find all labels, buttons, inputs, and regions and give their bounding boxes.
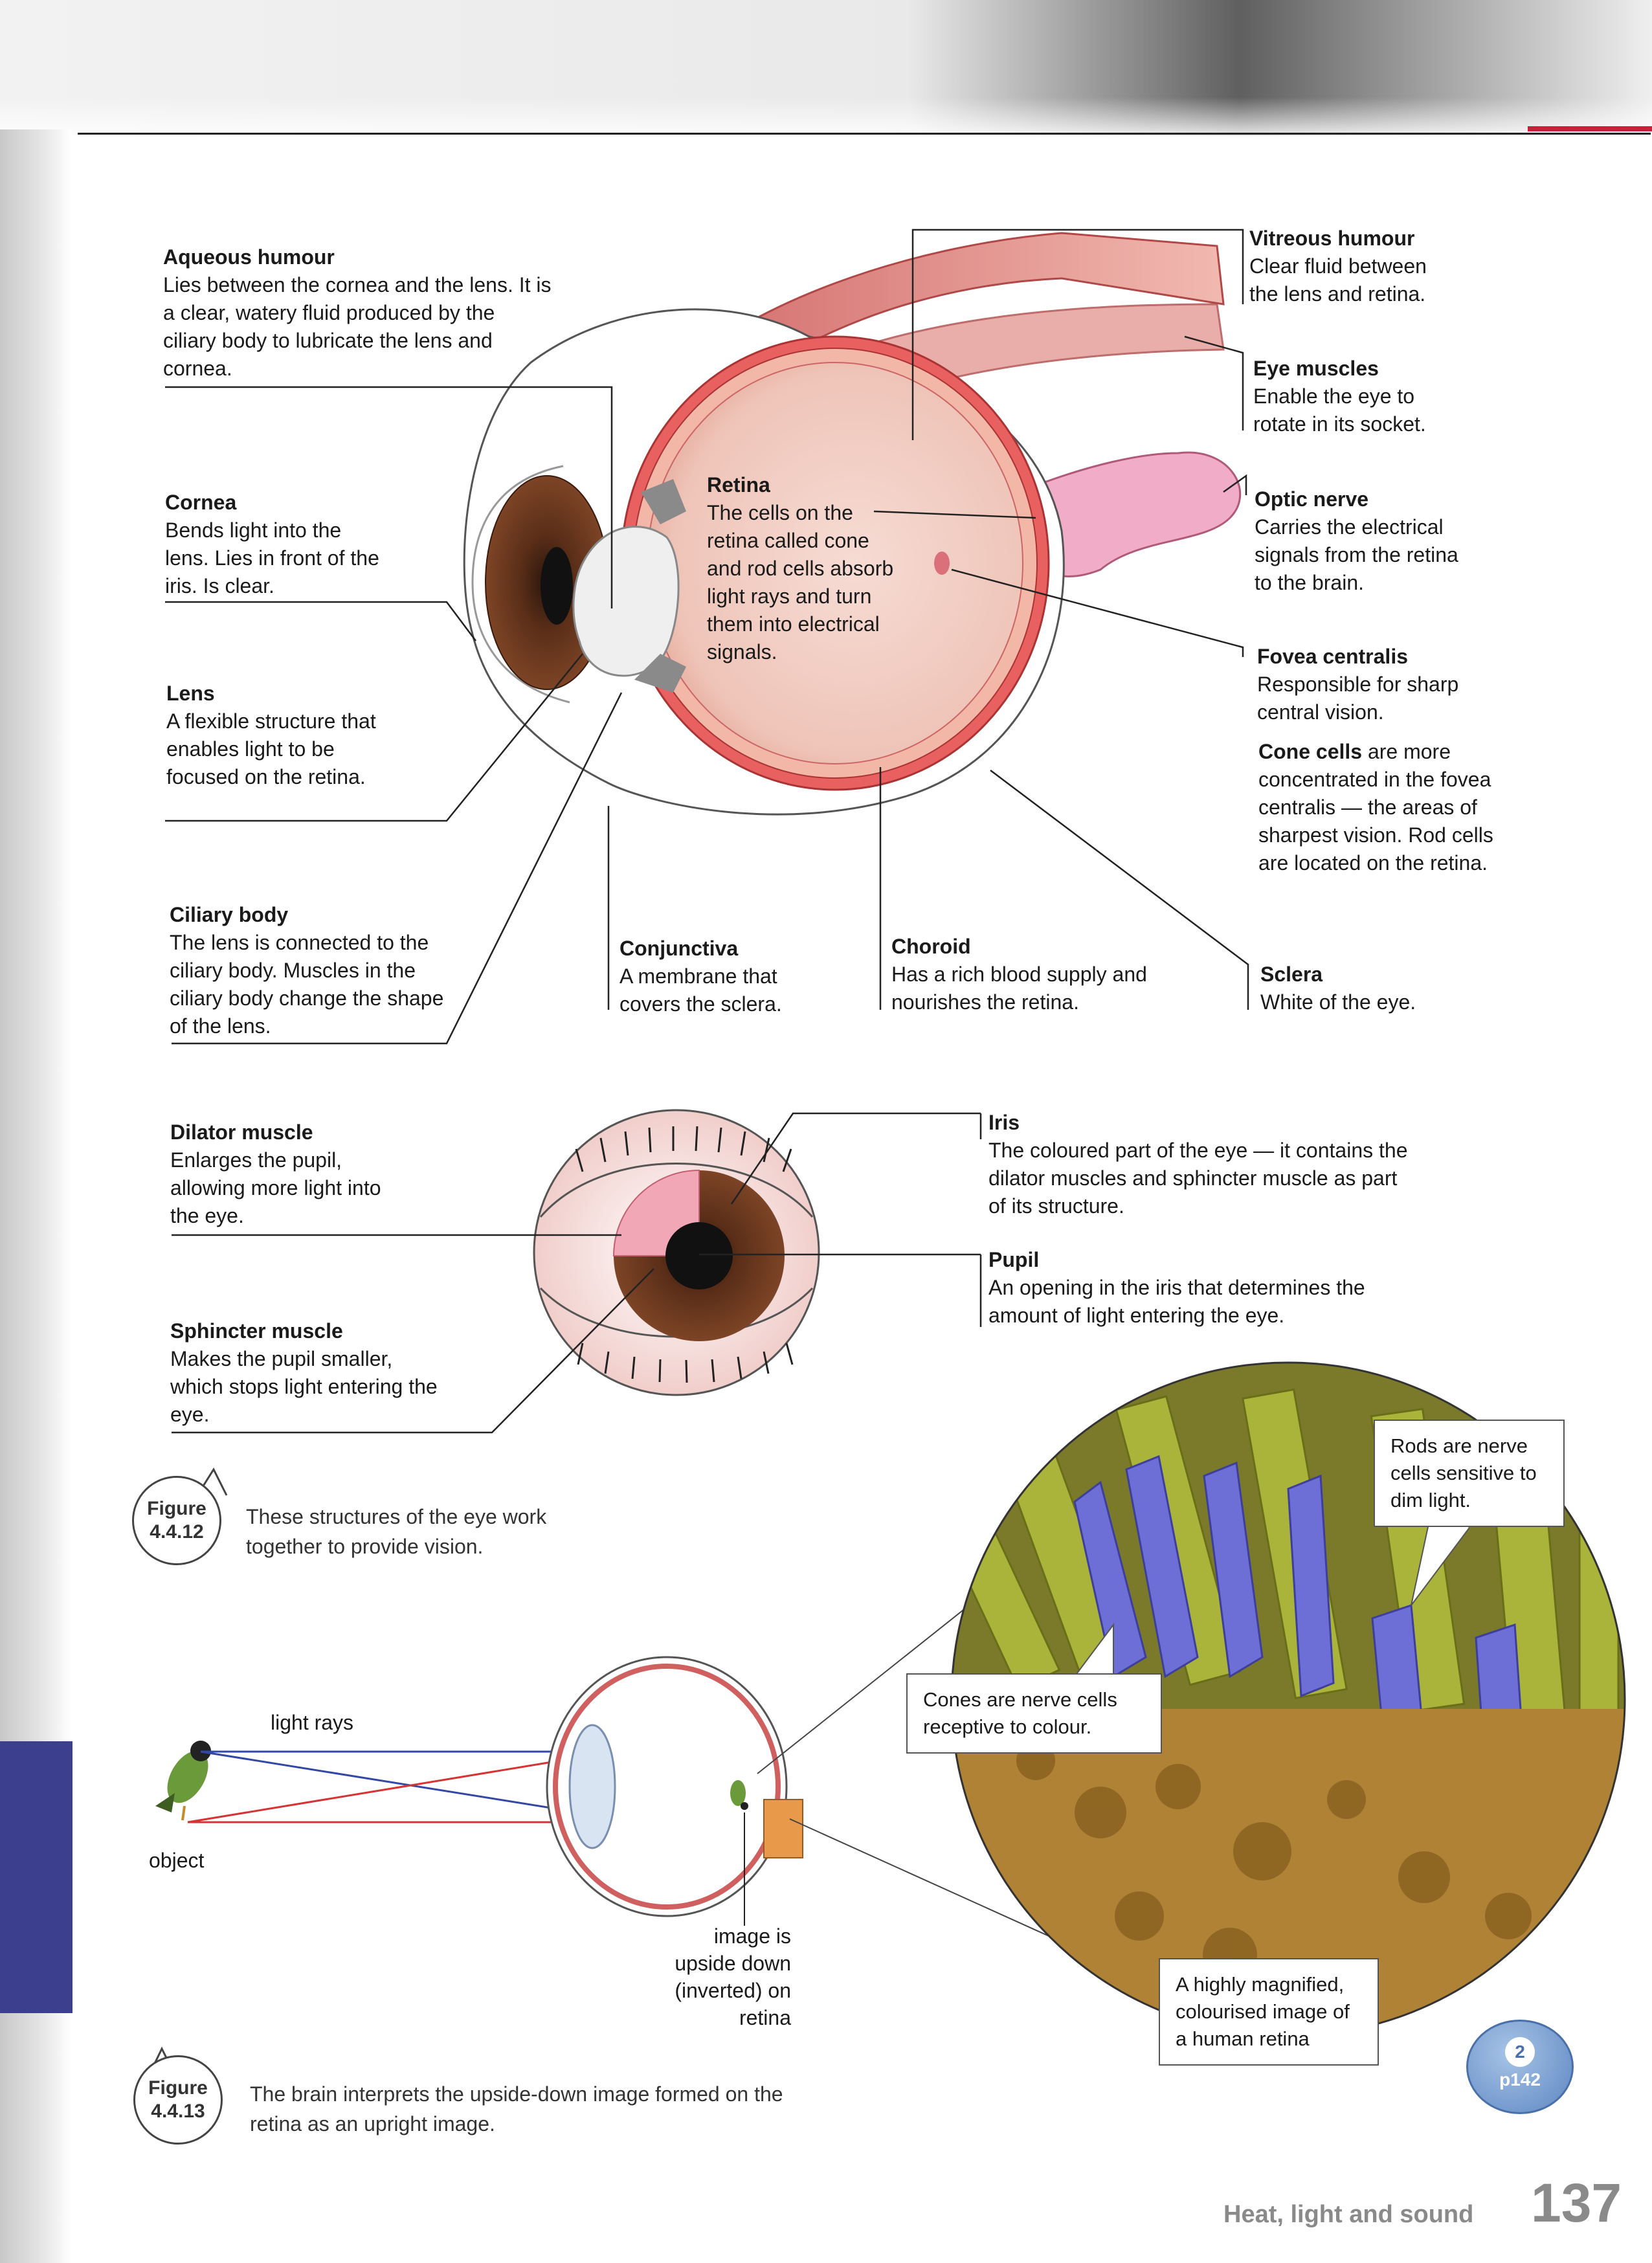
- label-vitreous-humour: [1249, 225, 1457, 308]
- cone-cells-title: Cone cells: [1258, 740, 1363, 763]
- optic-nerve-title: Optic nerve: [1255, 487, 1369, 511]
- label-object: object: [149, 1849, 205, 1872]
- label-light-rays: light rays: [271, 1711, 354, 1734]
- eye-side-lens: [570, 1725, 615, 1848]
- aqueous-text: Lies between the cornea and the lens. It is a clear, watery fluid produced by the ciliary body to lubricate the lens and cornea.: [163, 273, 552, 380]
- label-sclera: [1260, 961, 1455, 1016]
- pupil-front: [665, 1222, 733, 1289]
- pupil-title: Pupil: [988, 1248, 1040, 1271]
- label-choroid: [891, 933, 1163, 1016]
- dilator-title: Dilator muscle: [170, 1120, 313, 1144]
- vitreous-text: Clear fluid between the lens and retina.: [1249, 254, 1427, 306]
- aqueous-title: Aqueous humour: [163, 245, 335, 269]
- iris-title: Iris: [988, 1111, 1020, 1134]
- vitreous-title: Vitreous humour: [1249, 227, 1415, 250]
- figure-caption-4-4-12: These structures of the eye work together to provide vision.: [246, 1505, 547, 1558]
- label-lens: [166, 680, 380, 791]
- pupil-text: An opening in the iris that determines the amount of light entering the eye.: [988, 1276, 1365, 1327]
- figure-badge-number: 4.4.13: [151, 2101, 205, 2122]
- label-cornea: [165, 489, 385, 600]
- sclera-title: Sclera: [1260, 963, 1323, 986]
- choroid-text: Has a rich blood supply and nourishes the retina.: [891, 963, 1147, 1014]
- figure-caption-4-4-13: The brain interprets the upside-down image formed on the retina as an upright image.: [250, 2082, 783, 2135]
- ciliary-title: Ciliary body: [170, 903, 289, 926]
- fovea-text: Responsible for sharp central vision.: [1257, 673, 1459, 724]
- label-optic-nerve: [1255, 485, 1468, 597]
- fovea-spot: [934, 552, 950, 575]
- label-fovea-centralis: [1257, 643, 1503, 726]
- eye-front-view: [534, 1110, 819, 1395]
- callout-magnified: A highly magnified, colourised image of a human retina: [1159, 1958, 1379, 2066]
- label-retina: [707, 471, 901, 666]
- label-sphincter-muscle: [170, 1317, 442, 1429]
- sclera-text: White of the eye.: [1260, 990, 1416, 1014]
- eye-muscles-text: Enable the eye to rotate in its socket.: [1253, 385, 1426, 436]
- label-ciliary-body: [170, 901, 448, 1040]
- ray-blue-2: [201, 1752, 579, 1812]
- eye-muscles-title: Eye muscles: [1253, 357, 1379, 380]
- reference-page: p142: [1499, 2069, 1541, 2090]
- lens-title: Lens: [166, 682, 215, 705]
- label-aqueous-humour: [163, 243, 552, 383]
- sphincter-text: Makes the pupil smaller, which stops light entering the eye.: [170, 1347, 438, 1426]
- optic-nerve-text: Carries the electrical signals from the retina to the brain.: [1255, 515, 1458, 594]
- pupil-side: [541, 547, 573, 625]
- ciliary-text: The lens is connected to the ciliary body. Muscles in the ciliary body change the shape of the lens.: [170, 931, 444, 1038]
- figure-badge-word: Figure: [148, 2077, 208, 2099]
- label-dilator-muscle: [170, 1119, 384, 1230]
- line-cornea: [165, 602, 476, 641]
- conjunctiva-text: A membrane that covers the sclera.: [620, 964, 782, 1016]
- eye-side-optic-nerve: [764, 1800, 803, 1858]
- figure-badge-4-4-13: [133, 2055, 223, 2145]
- iris-text: The coloured part of the eye — it contains the dilator muscles and sphincter muscle as part of its structure.: [988, 1139, 1408, 1218]
- lens-text: A flexible structure that enables light to be focused on the retina.: [166, 709, 376, 788]
- ray-red-2: [188, 1757, 579, 1822]
- footer-section-title: Heat, light and sound: [1223, 2201, 1474, 2228]
- label-inverted-image: image is upside down (inverted) on retina: [675, 1924, 791, 2029]
- label-iris: [988, 1109, 1416, 1220]
- cone-cells-text: are more concentrated in the fovea centralis — the areas of sharpest vision. Rod cells are located on the retina.: [1258, 740, 1493, 875]
- figure-badge-4-4-12: [132, 1476, 221, 1565]
- page-reference-badge[interactable]: [1466, 2020, 1574, 2114]
- callout-cones: Cones are nerve cells receptive to colour.: [906, 1673, 1162, 1754]
- label-eye-muscles: [1253, 355, 1460, 438]
- callout-rods: Rods are nerve cells sensitive to dim light.: [1374, 1420, 1565, 1527]
- figure-badge-number: 4.4.12: [150, 1521, 204, 1543]
- retina-text: The cells on the retina called cone and rod cells absorb light rays and turn them into electrical signals.: [707, 501, 894, 663]
- label-conjunctiva: [620, 935, 827, 1018]
- reference-number: 2: [1505, 2037, 1535, 2067]
- choroid-title: Choroid: [891, 935, 971, 958]
- cornea-title: Cornea: [165, 491, 237, 514]
- conjunctiva-title: Conjunctiva: [620, 937, 739, 960]
- figure-badge-word: Figure: [147, 1498, 206, 1519]
- sphincter-title: Sphincter muscle: [170, 1319, 343, 1343]
- fovea-title: Fovea centralis: [1257, 645, 1408, 668]
- label-pupil: [988, 1246, 1377, 1330]
- cornea-text: Bends light into the lens. Lies in front of the iris. Is clear.: [165, 518, 379, 597]
- page-number: 137: [1531, 2172, 1622, 2233]
- dilator-text: Enlarges the pupil, allowing more light into the eye.: [170, 1148, 381, 1227]
- label-cone-cells: [1258, 738, 1511, 877]
- retina-title: Retina: [707, 473, 770, 496]
